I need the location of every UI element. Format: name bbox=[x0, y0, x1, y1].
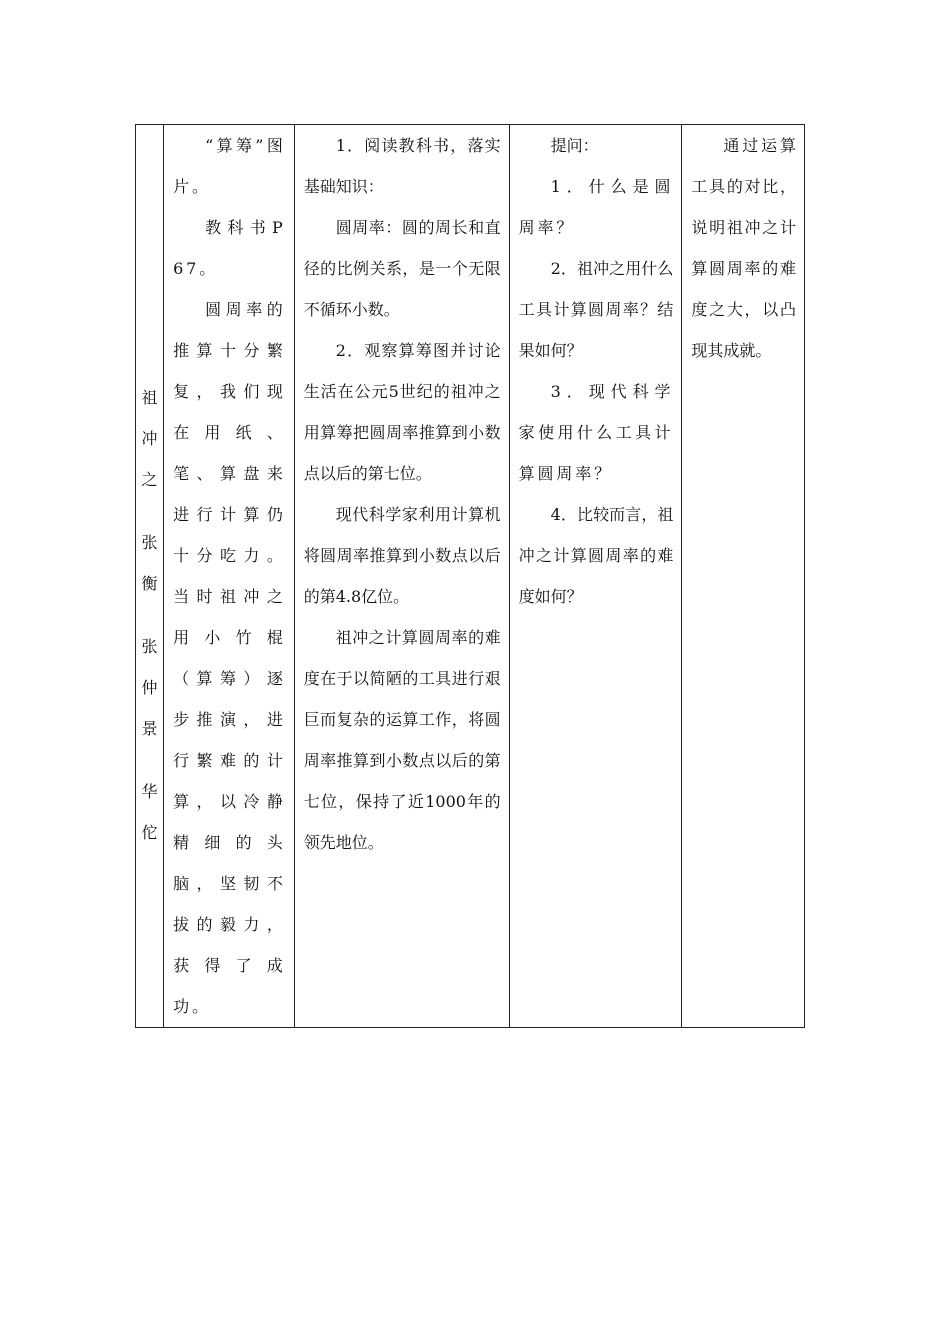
activity-observe-discuss: 2．观察算筹图并讨论生活在公元5世纪的祖冲之用算筹把圆周率推算到小数点以后的第七位。 bbox=[303, 341, 501, 483]
topic-zhang-heng bbox=[142, 522, 158, 604]
topic-char: 佗 bbox=[141, 823, 158, 842]
purpose-cell bbox=[682, 125, 805, 1028]
lesson-plan-table bbox=[135, 124, 805, 1028]
question-heading: 提问： bbox=[550, 136, 599, 155]
material-textbook-page: 教科书P67。 bbox=[173, 218, 286, 278]
question-item: 2．祖冲之用什么工具计算圆周率？结果如何？ bbox=[518, 259, 674, 360]
topic-char: 仲 bbox=[141, 678, 158, 697]
topic-cell bbox=[136, 125, 164, 1028]
question-item: 3．现代科学家使用什么工具计算圆周率？ bbox=[518, 382, 674, 483]
materials-cell bbox=[164, 125, 295, 1028]
topic-char: 衡 bbox=[141, 574, 158, 593]
material-explanation: 圆周率的推算十分繁复，我们现在用纸、笔、算盘来进行计算仍十分吃力。当时祖冲之用小竹棍（算筹）逐步推演，进行繁难的计算，以冷静精细的头脑，坚韧不拔的毅力，获得了成功。 bbox=[173, 300, 286, 1016]
topic-list bbox=[136, 125, 163, 853]
topic-char: 景 bbox=[141, 719, 158, 738]
activity-pi-definition: 圆周率：圆的周长和直径的比例关系，是一个无限不循环小数。 bbox=[303, 218, 501, 319]
teaching-purpose: 通过运算工具的对比，说明祖冲之计算圆周率的难度之大，以凸现其成就。 bbox=[691, 136, 796, 360]
activity-modern-computation: 现代科学家利用计算机将圆周率推算到小数点以后的第4.8亿位。 bbox=[303, 505, 501, 606]
activities-cell bbox=[294, 125, 509, 1028]
question-item: 1．什么是圆周率？ bbox=[518, 177, 674, 237]
activity-read-textbook: 1．阅读教科书，落实基础知识： bbox=[303, 136, 501, 196]
activity-difficulty-summary: 祖冲之计算圆周率的难度在于以简陋的工具进行艰巨而复杂的运算工作，将圆周率推算到小数点以后的第七位，保持了近1000年的领先地位。 bbox=[303, 628, 501, 852]
topic-zhang-zhongjing bbox=[142, 626, 158, 749]
topic-char: 冲 bbox=[141, 429, 158, 448]
topic-char: 张 bbox=[141, 533, 158, 552]
material-suanchou-picture: “算筹”图片。 bbox=[173, 136, 286, 196]
topic-zu-chongzhi bbox=[142, 377, 158, 500]
table-row bbox=[136, 125, 805, 1028]
question-item: 4．比较而言，祖冲之计算圆周率的难度如何？ bbox=[518, 505, 674, 606]
topic-char: 祖 bbox=[141, 388, 158, 407]
topic-char: 华 bbox=[141, 782, 158, 801]
topic-char: 张 bbox=[141, 637, 158, 656]
topic-hua-tuo bbox=[142, 771, 158, 853]
questions-cell bbox=[509, 125, 682, 1028]
topic-char: 之 bbox=[141, 470, 158, 489]
